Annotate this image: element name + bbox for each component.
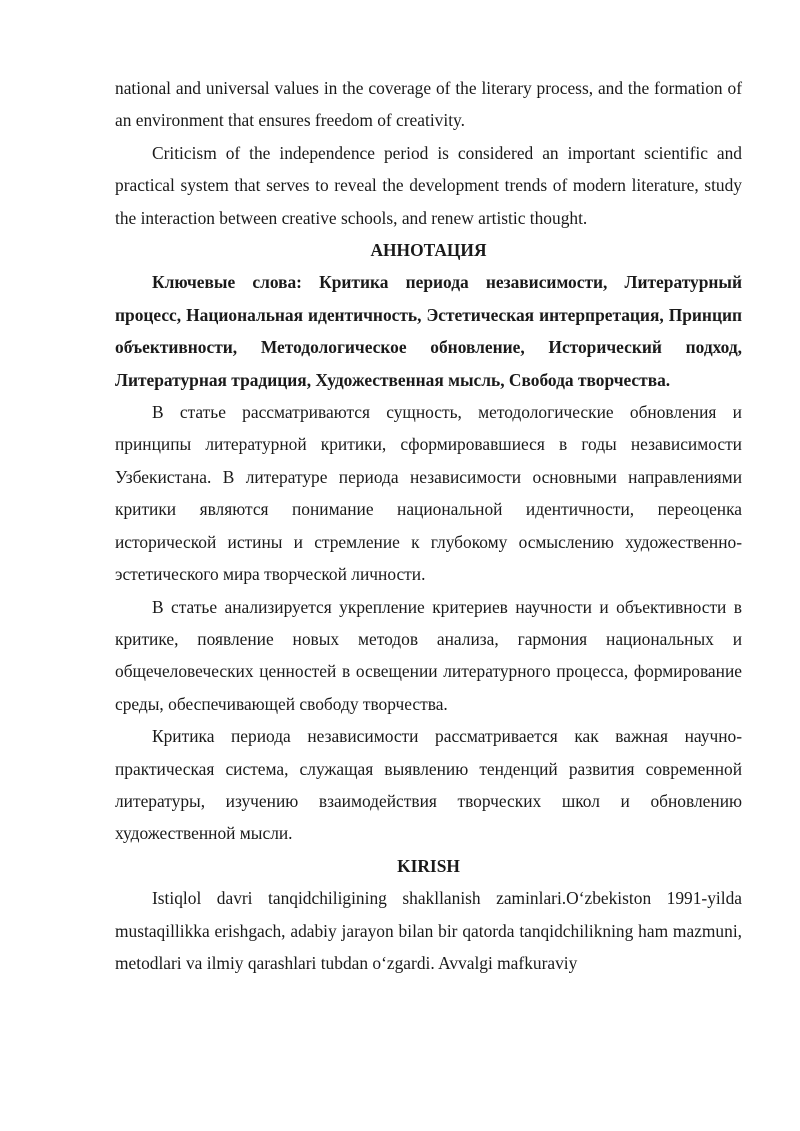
paragraph-continuation: national and universal values in the coverage of the literary process, and the formation of an environment that ensures freedom of creativity.: [115, 78, 742, 131]
paragraph-criticism-summary: Criticism of the independence period is considered an important scientific and practical system that serves to reveal the development trends of modern literature, study the interaction between creative schools, and renew artistic thought.: [115, 142, 742, 228]
keywords-paragraph: Ключевые слова: Критика периода независимости, Литературный процесс, Национальная идентичность, Эстетическая интерпретация, Принцип объективности, Методологическое обновление, Исторический подход, Литературная традиция, Художественная мысль, Свобода творчества.: [115, 272, 742, 390]
annotation-paragraph-2: В статье анализируется укрепление критериев научности и объективности в критике, появление новых методов анализа, гармония национальных и общечеловеческих ценностей в освещении литературного процесса, формирование среды, обеспечивающей свободу творчества.: [115, 596, 742, 714]
intro-heading: KIRISH: [397, 855, 460, 876]
intro-paragraph-1: Istiqlol davri tanqidchiligining shakllanish zaminlari.O‘zbekiston 1991-yilda mustaqillikka erishgach, adabiy jarayon bilan bir qatorda tanqidchilikning ham mazmuni, metodlari va ilmiy qarashlari tubdan o‘zgardi. Avvalgi mafkuraviy: [115, 888, 742, 973]
annotation-paragraph-3: Критика периода независимости рассматривается как важная научно-практическая система, служащая выявлению тенденций развития современной литературы, изучению взаимодействия творческих школ и обновлению художественной мысли.: [115, 726, 742, 844]
annotation-paragraph-1: В статье рассматриваются сущность, методологические обновления и принципы литературной критики, сформировавшиеся в годы независимости Узбекистана. В литературе периода независимости основными направлениями критики являются понимание национальной идентичности, переоценка исторической истины и стремление к глубокому осмыслению художественно-эстетического мира творческой личности.: [115, 402, 742, 585]
page-content: [115, 72, 742, 979]
annotation-heading: АННОТАЦИЯ: [370, 240, 487, 261]
